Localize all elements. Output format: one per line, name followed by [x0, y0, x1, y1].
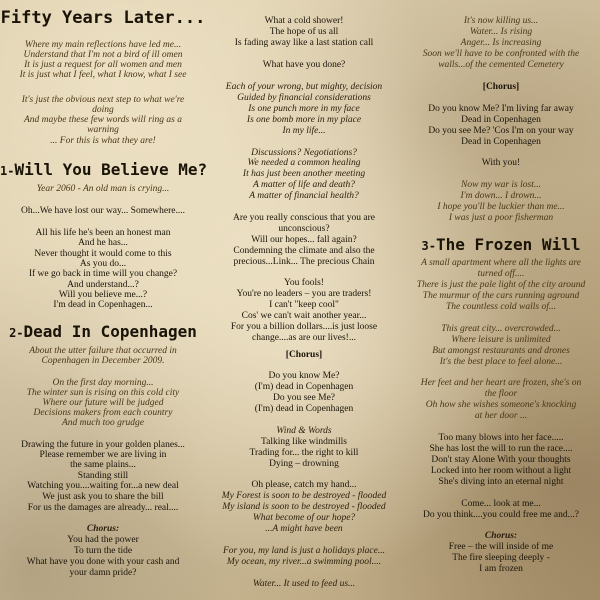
lyric-line: It has just been another meeting [242, 169, 366, 179]
lyric-line: And much too grudge [61, 418, 145, 428]
lyric-line: A small apartment where all the lights are [421, 258, 581, 268]
lyric-line: Soon we'll have to be confronted with the [422, 49, 580, 59]
lyric-line: your damn pride? [69, 568, 137, 578]
lyric-line: Year 2060 - An old man is crying... [36, 184, 170, 194]
lyric-line: Condemning the climate and also the [233, 246, 375, 256]
lyric-line: Where my main reflections have led me... [24, 40, 182, 50]
lyric-line: For us the damages are already... real.... [27, 503, 179, 513]
song-title-the-frozen-will [402, 235, 600, 256]
lyric-line: at her door ... [474, 411, 528, 421]
lyric-line: You fools! [284, 278, 324, 288]
lyric-line: We just ask you to share the bill [42, 492, 164, 502]
lyric-line: She's diving into an eternal night [438, 477, 564, 487]
lyric-line: Dead in Copenhagen [461, 137, 541, 147]
lyric-line: Where leisure is unlimited [451, 335, 551, 345]
lyric-line: For you a billion dollars....is just loose [230, 322, 378, 332]
lyric-line: In my life... [282, 126, 326, 136]
lyric-line: Do you see Me? [273, 393, 335, 403]
lyric-line: Don't stay Alone With your thoughts [431, 455, 571, 465]
lyric-line: warning [87, 125, 119, 135]
lyric-line: Do you think....you could free me and...? [423, 510, 579, 520]
column-1 [0, 0, 206, 600]
lyric-line: I was just a poor fisherman [448, 213, 554, 223]
lyric-line: Do you see Me? 'Cos I'm on your way [428, 126, 574, 136]
chorus-label: Chorus: [484, 531, 518, 541]
column-2 [204, 0, 404, 600]
lyric-line: Trading for... the right to kill [249, 448, 359, 458]
lyric-line: What become of our hope? [252, 513, 356, 523]
lyric-line: Oh...We have lost our way... Somewhere.... [20, 206, 186, 216]
lyric-line: Drawing the future in your golden planes... [21, 440, 185, 450]
lyric-line: And he has... [78, 238, 128, 248]
lyric-line: Too many blows into her face..... [438, 433, 564, 443]
lyric-line: Dying – drowning [269, 459, 339, 469]
lyric-line: You had the power [67, 535, 139, 545]
lyric-line: Free – the will inside of me [448, 542, 554, 552]
lyric-line: What have you done with your cash and [26, 557, 180, 567]
lyric-line: My Forest is soon to be destroyed - flooded [221, 491, 387, 501]
lyric-line: The winter sun is rising on this cold city [26, 388, 180, 398]
lyric-line: Each of your wrong, but mighty, decision [225, 82, 383, 92]
lyric-line: Come... look at me... [461, 499, 541, 509]
lyric-line: doing [92, 105, 114, 115]
lyric-line: For you, my land is just a holidays place... [222, 546, 385, 556]
lyric-line: Will our hopes... fall again? [251, 235, 357, 245]
lyric-line: We needed a common healing [247, 158, 361, 168]
lyric-line: unconscious? [278, 224, 330, 234]
lyric-line: And maybe these few words will ring as a [24, 115, 182, 125]
lyric-line: With you! [481, 158, 521, 168]
lyric-line: ... For this is what they are! [50, 136, 156, 146]
lyric-line: change....as are our lives!... [252, 333, 356, 343]
lyric-line: Do you know Me? [268, 371, 340, 381]
lyric-line: The fire sleeping deeply - [452, 553, 550, 563]
lyric-line: The countless cold walls of... [445, 302, 557, 312]
lyric-line: My ocean, my river...a swimming pool.... [226, 557, 382, 567]
chorus-label: [Chorus] [482, 82, 520, 92]
lyric-line: Please remember we are living in [39, 450, 167, 460]
lyric-line: Wind & Words [276, 426, 332, 436]
lyric-line: It's just the obvious next step to what we're [21, 95, 185, 105]
lyric-line: Water... Is rising [469, 27, 533, 37]
lyric-line: Will you believe me...? [58, 290, 148, 300]
lyric-line: Anger... Is increasing [460, 38, 542, 48]
lyric-line: Where our future will be judged [42, 398, 164, 408]
lyric-line: Standing still [77, 471, 129, 481]
song-title-text: Dead In Copenhagen [23, 322, 197, 341]
lyric-line: A matter of financial health? [249, 191, 359, 201]
lyric-line: Oh how she wishes someone's knocking [425, 400, 577, 410]
lyric-line: The hope of us all [269, 27, 339, 37]
lyric-line: Talking like windmills [261, 437, 347, 447]
lyric-line: It is just what I feel, what I know, what I see [19, 70, 187, 80]
lyric-line: Water... It used to feed us... [252, 579, 356, 589]
lyric-line: Her feet and her heart are frozen, she's on [420, 378, 582, 388]
lyric-line: Decisions makers from each country [33, 408, 173, 418]
lyric-line: Oh please, catch my hand... [251, 480, 357, 490]
lyric-line: Is one bomb more in my place [246, 115, 362, 125]
lyric-line: ...A might have been [265, 524, 343, 534]
lyric-line: Are you really conscious that you are [233, 213, 375, 223]
lyric-line: A matter of life and death? [253, 180, 355, 190]
lyric-line: What a cold shower! [264, 16, 344, 26]
lyric-line: I'm down... I drown... [460, 191, 542, 201]
lyric-line: Copenhagen in December 2009. [41, 356, 165, 366]
column-3 [402, 0, 600, 600]
song-title-dead-in-copenhagen [0, 322, 206, 343]
lyric-line: I am frozen [479, 564, 523, 574]
song-number: 3- [421, 239, 436, 253]
lyric-line: It's now killing us... [463, 16, 539, 26]
lyric-line: But amongst restaurants and drones [432, 346, 570, 356]
lyric-line: She has lost the will to run the race.... [429, 444, 573, 454]
lyric-line: Understand that I'm not a bird of ill omen [23, 50, 183, 60]
lyric-line: the floor [484, 389, 518, 399]
song-title-will-you-believe-me [0, 160, 206, 181]
lyric-line: You're no leaders – you are traders! [236, 289, 372, 299]
song-number: 2- [9, 326, 24, 340]
song-title-fifty-years-later: Fifty Years Later... [0, 8, 206, 28]
lyric-line: On the first day morning... [52, 378, 154, 388]
chorus-label: Chorus: [86, 524, 120, 534]
lyric-line: Dead in Copenhagen [461, 115, 541, 125]
lyric-line: This great city... overcrowded... [441, 324, 561, 334]
lyric-line: Do you know Me? I'm living far away [428, 104, 574, 114]
lyric-line: It's the best place to feel alone... [439, 357, 563, 367]
lyric-line: precious...Link... The precious Chain [233, 257, 375, 267]
lyric-line: Is fading away like a last station call [234, 38, 374, 48]
song-title-text: The Frozen Will [435, 235, 581, 254]
lyric-line: turned off.... [477, 269, 525, 279]
lyric-line: My island is soon to be destroyed - flooded [222, 502, 386, 512]
song-number: 1- [0, 164, 15, 178]
lyric-line: Now my war is lost... [461, 180, 541, 190]
lyric-line: Cos' we can't wait another year... [241, 311, 367, 321]
lyric-line: There is just the pale light of the city around [416, 280, 586, 290]
lyric-line: Locked into her room without a light [430, 466, 572, 476]
lyric-line: Watching you....waiting for...a new deal [27, 481, 179, 491]
lyric-line: Discussions? Negotiations? [251, 148, 357, 158]
lyric-line: The murmur of the cars running aground [422, 291, 580, 301]
lyric-line: What have you done? [262, 60, 346, 70]
lyric-line: Is one punch more in my face [248, 104, 360, 114]
lyric-line: All his life he's been an honest man [35, 228, 171, 238]
lyric-line: If we go back in time will you change? [28, 269, 178, 279]
lyric-line: walls...of the cemented Cemetery [438, 60, 564, 70]
lyric-line: (I'm) dead in Copenhagen [254, 404, 354, 414]
lyric-line: Guided by financial considerations [237, 93, 371, 103]
lyric-line: I can't "keep cool" [269, 300, 339, 310]
lyric-line: As you do... [79, 259, 127, 269]
lyric-line: To turn the tide [73, 546, 133, 556]
lyric-line: About the utter failure that occurred in [29, 346, 177, 356]
lyric-line: I'm dead in Copenhagen... [53, 300, 153, 310]
lyric-line: It is just a request for all women and men [24, 60, 182, 70]
lyric-line: the same plains... [70, 460, 136, 470]
lyric-line: And understand...? [67, 280, 139, 290]
chorus-label: [Chorus] [285, 350, 323, 360]
lyric-line: Never thought it would come to this [34, 249, 172, 259]
lyric-line: (I'm) dead in Copenhagen [254, 382, 354, 392]
song-title-text: Will You Believe Me? [14, 160, 208, 179]
lyric-line: I hope you'll be luckier than me... [437, 202, 565, 212]
